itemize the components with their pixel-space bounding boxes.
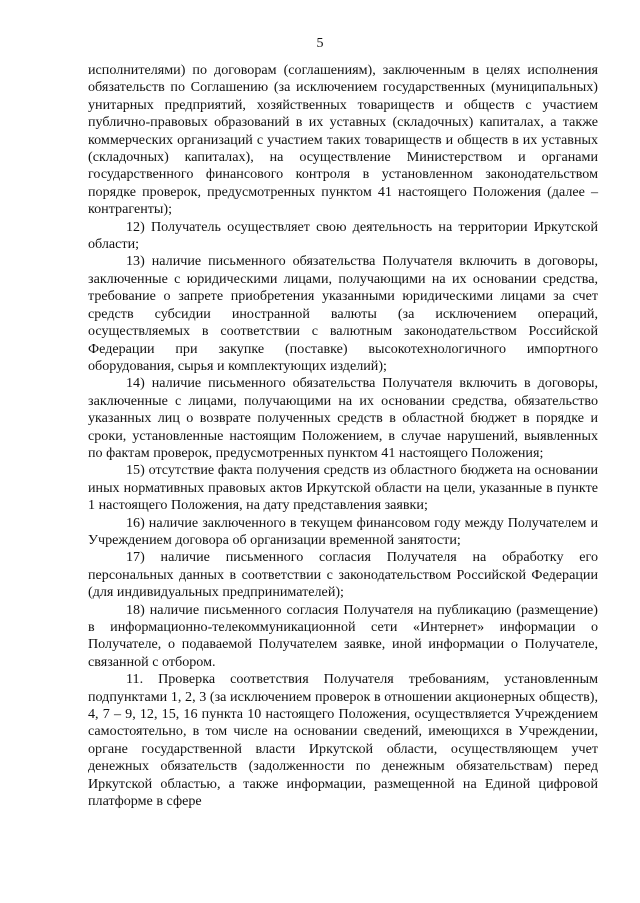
paragraph-item-18: 18) наличие письменного согласия Получателя на публикацию (размещение) в информационно-телекоммуникационной сети «Интернет» информации о Получателе, о подаваемой Получателем заявке, иной информации о Получателе, связанной с отбором. (88, 601, 598, 670)
paragraph-continuation: исполнителями) по договорам (соглашениям), заключенным в целях исполнения обязательств по Соглашению (за исключением государственных (муниципальных) унитарных предприятий, хозяйственных товариществ и обществ с участием публично-правовых образований в их уставных (складочных) капиталах, а также коммерческих организаций с участием таких товариществ и обществ в их уставных (складочных) капиталах), на осуществление Министерством и органами государственного финансового контроля в установленном законодательством порядке проверок, предусмотренных пунктом 41 настоящего Положения (далее – контрагенты); (88, 62, 598, 218)
paragraph-item-13: 13) наличие письменного обязательства Получателя включить в договоры, заключенные с юридическими лицами, получающими на их основании средства, требование о запрете приобретения указанными юридическими лицами за счет средств субсидии иностранной валюты (за исключением операций, осуществляемых в соответствии с валютным законодательством Российской Федерации при закупке (поставке) высокотехнологичного импортного оборудования, сырья и комплектующих изделий); (88, 253, 598, 374)
paragraph-item-17: 17) наличие письменного согласия Получателя на обработку его персональных данных в соответствии с законодательством Российской Федерации (для индивидуальных предпринимателей); (88, 549, 598, 601)
paragraph-item-16: 16) наличие заключенного в текущем финансовом году между Получателем и Учреждением договора об организации временной занятости; (88, 514, 598, 548)
document-body (88, 62, 598, 810)
paragraph-item-14: 14) наличие письменного обязательства Получателя включить в договоры, заключенные с лицами, получающими на их основании средства, обязательство указанных лиц о возврате полученных средств в областной бюджет в порядке и сроки, установленные настоящим Положением, в случае нарушений, выявленных по фактам проверок, предусмотренных пунктом 41 настоящего Положения; (88, 375, 598, 461)
paragraph-item-15: 15) отсутствие факта получения средств из областного бюджета на основании иных нормативных правовых актов Иркутской области на цели, указанные в пункте 1 настоящего Положения, на дату представления заявки; (88, 462, 598, 514)
paragraph-clause-11: 11. Проверка соответствия Получателя требованиям, установленным подпунктами 1, 2, 3 (за исключением проверок в отношении акционерных обществ), 4, 7 – 9, 12, 15, 16 пункта 10 настоящего Положения, осуществляется Учреждением самостоятельно, в том числе на основании сведений, имеющихся в Учреждении, органе государственной власти Иркутской области, осуществляющем учет денежных обязательств (задолженности по денежным обязательствам) перед Иркутской областью, а также информации, размещенной на Единой цифровой платформе в сфере (88, 671, 598, 810)
page-number: 5 (316, 36, 324, 51)
paragraph-item-12: 12) Получатель осуществляет свою деятельность на территории Иркутской области; (88, 218, 598, 253)
